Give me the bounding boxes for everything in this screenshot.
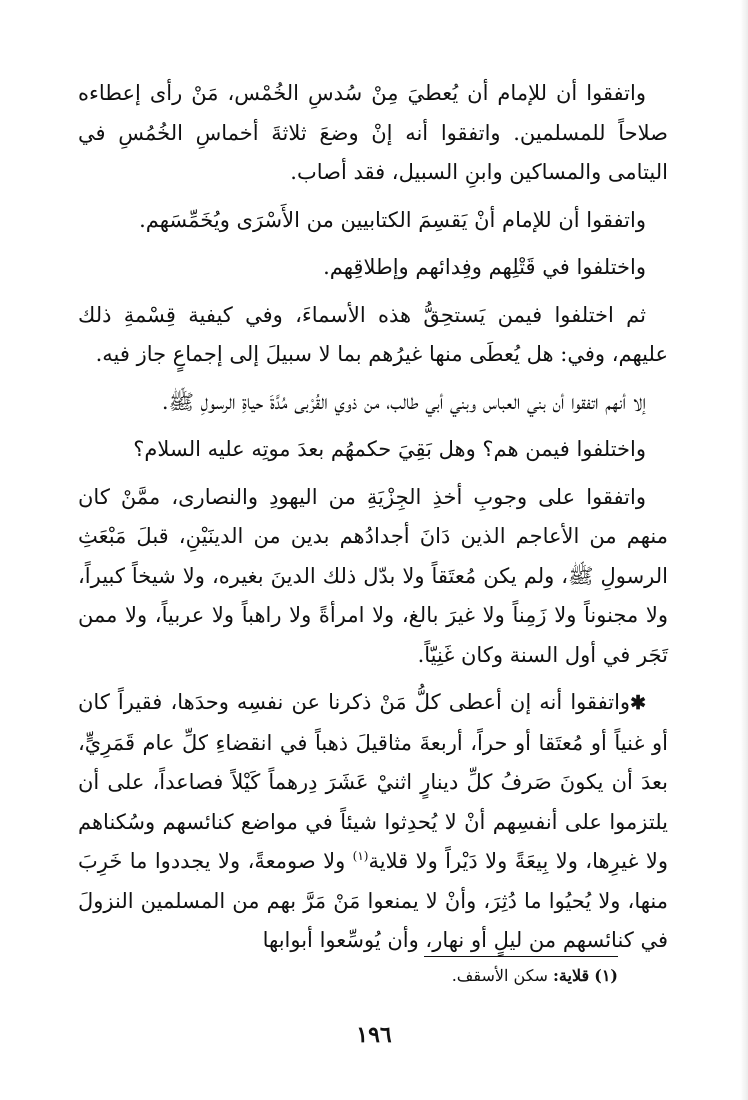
- footnote-mark: (١): [594, 966, 618, 985]
- footnote-divider: [424, 956, 618, 957]
- paragraph-1: واتفقوا أن للإمام أن يُعطيَ مِنْ سُدسِ الخُمْس، مَنْ رأى إعطاءه صلاحاً للمسلمين. واتفقوا أنه إنْ وضعَ ثلاثةَ أخماسِ الخُمُسِ في اليتامى والمساكين وابنِ السبيل، فقد أصاب.: [78, 81, 668, 184]
- paragraph-5: إلا أنهم اتفقوا أن بني العباس وبني أبي طالب، من ذوي القُرْبى مُدَّةَ حياةِ الرسولِ ﷺ.: [161, 389, 646, 414]
- paragraph-8-part-2: ولا صومعةً، ولا يجددوا ما خَرِبَ منها، ولا يُحيُوا ما دُثِرَ، وأنْ لا يمنعوا مَنْ مَرَّ بهم من المسلمين النزولَ في كنائسهم من ليلٍ أو نهار، وأن يُوسِّعوا أبوابها: [78, 849, 668, 952]
- footnote: [300, 963, 618, 989]
- main-text: [78, 74, 668, 969]
- page-number: ١٩٦: [356, 1022, 392, 1048]
- paragraph-2: واتفقوا أن للإمام أنْ يَقسِمَ الكتابيين من الأَسْرَى ويُخَمِّسَهم.: [139, 207, 646, 232]
- paragraph-8: [78, 683, 668, 961]
- footnote-reference[interactable]: (١): [352, 849, 369, 863]
- paragraph-6: واختلفوا فيمن هم؟ وهل بَقِيَ حكمهُم بعدَ موتِه عليه السلام؟: [133, 437, 646, 461]
- paragraph-3: واختلفوا في قَتْلِهم وفِدائهم وإطلاقِهم.: [323, 255, 646, 279]
- paragraph-8-part-1: واتفقوا أنه إن أعطى كلُّ مَنْ ذكرنا عن نفسِه وحدَها، فقيراً كان أو غنياً أو مُعتَقا أو حراً، أربعةَ مثاقيلَ ذهباً في انقضاءِ كلِّ عام قَمَرِيٍّ، بعدَ أن يكونَ صَرفُ كلِّ دينارٍ اثنيْ عَشَرَ دِرهماً كَيْلاً فصاعداً، على أن يلتزموا على أنفسِهم أنْ لا يُحدِثوا شيئاً في مواضع كنائسهم وسُكناهم ولا غيرِها، ولا بِيعَةً ولا دَيْراً ولا قلاية: [78, 690, 668, 873]
- page-edge-shadow: [740, 0, 748, 1100]
- paragraph-4: ثم اختلفوا فيمن يَستحِقُّ هذه الأسماءَ، وفي كيفية قِسْمةِ ذلك عليهم، وفي: هل يُعطَى منها غيرُهم بما لا سبيلَ إلى إجماعٍ جاز فيه.: [78, 302, 668, 366]
- paragraph-7: واتفقوا على وجوبِ أخذِ الجِزْيَةِ من اليهودِ والنصارى، ممَّنْ كان منهم من الأعاجم الذين دَانَ أجدادُهم بدين من الدينَيْنِ، قبلَ مَبْعَثِ الرسولِ ﷺ، ولم يكن مُعتَقاً ولا بدّل ذلك الدينَ بغيره، ولا شيخاً كبيراً، ولا مجنوناً ولا زَمِناً ولا غيرَ بالغ، ولا امرأةً ولا راهباً ولا عربياً، ولا ممن تَجَر في أول السنة وكان غَنِيّاً.: [78, 484, 668, 667]
- footnote-text: سكن الأسقف.: [451, 966, 554, 985]
- footnote-term: قلاية:: [553, 966, 590, 985]
